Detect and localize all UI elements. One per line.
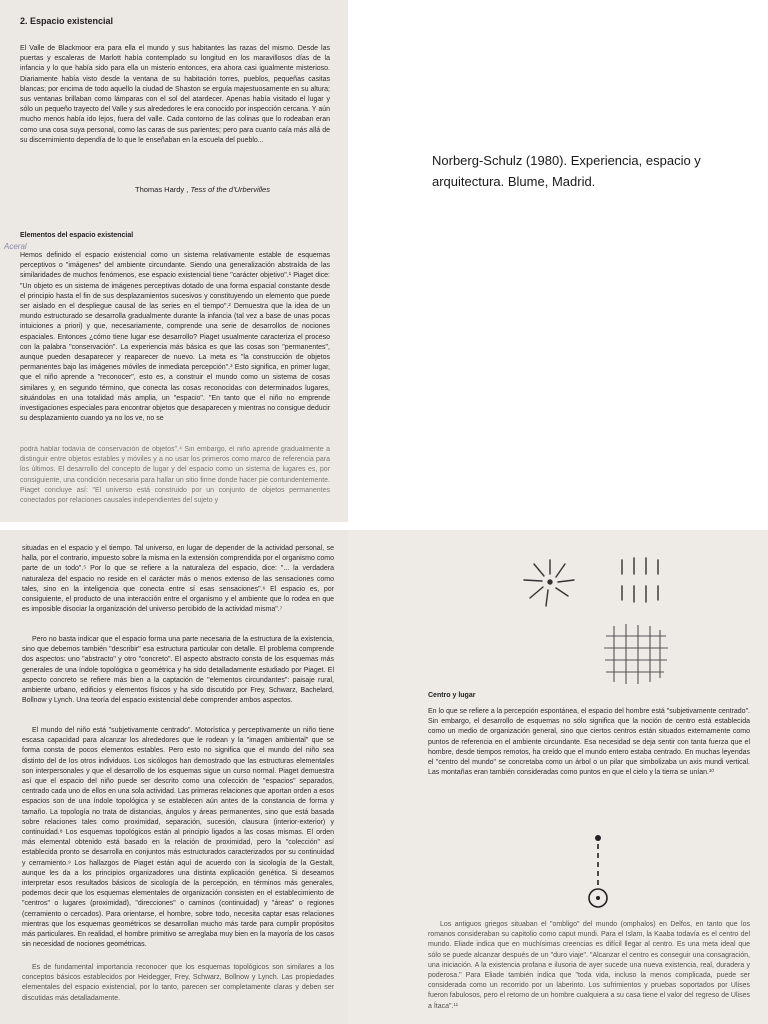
subsection-title: Elementos del espacio existencial	[20, 232, 134, 239]
margin-note: Aceral	[4, 242, 27, 251]
ray	[556, 588, 568, 596]
ray	[524, 580, 542, 581]
top-book-page	[0, 0, 348, 522]
body-text-faded: podrá hablar todavía de conservación de objetos".⁴ Sin embargo, el niño aprende gradualmente a distinguir entre objetos estables y móviles y a no usar los primeros como marco de referencia para los últimos. El desarrollo del concepto de lugar y del espacio como un sistema de lugares es, por consiguiente, una condición necesaria para hallar un sitio firme donde hacer pie contundentemente. Piaget concluye así: "El universo está construido por un conjunto de objetos permanentes conectados por relaciones causales independientes del sujeto y	[20, 446, 330, 505]
citation-text: Norberg-Schulz (1980). Experiencia, espacio y arquitectura. Blume, Madrid.	[432, 153, 701, 189]
circle-center-dot	[596, 896, 600, 900]
body-text-main: Hemos definido el espacio existencial como un sistema relativamente estable de esquemas perceptivos o "imágenes" del ambiente circundante. Siendo una generalización abstraída de las similaridades de muchos fenómenos, ese espacio existencial tiene "carácter objetivo".¹ Piaget dice: "Un objeto es un sistema de imágenes perceptivas dotado de una forma espacial constante desde el principio hasta el fin de sus desplazamientos sucesivos y constituyendo un elemento que puede ser aislado en el despliegue causal de las series en el tiempo".² Demuestra que la idea de un mundo estructurado se desarrolla gradualmente durante la infancia (tal vez a base de unas pocas intuiciones a priori) y que, necesariamente, comprende una serie de desarrollos de nociones espaciales. Entonces ¿cómo tiene lugar ese desarrollo? Piaget usualmente caracteriza el proceso con la palabra "conservación". La experiencia más básica es que las cosas son "permanentes", aunque pueden desaparecer y reaparecer de nuevo. La meta es "la construcción de objetos permanentes bajo las imágenes móviles de inmediata percepción".³ Esto significa, en primer lugar, que el niño aprende a "reconocer", esto es, a construir el mundo como un sistema de cosas similares y, en segundo término, que conecta las cosas reconocidas con determinados lugares, situándolas en una totalidad más amplia, un "espacio". "En tanto que el niño no emprende investigaciones especiales para encontrar objetos que desaparecen y mientras no consigue deducir su desplazamiento cuando ya no los ve, no se	[20, 252, 330, 423]
bottom-left-book-page	[0, 530, 348, 1024]
figure-grid-domain	[600, 622, 672, 688]
body-text-2: Pero no basta indicar que el espacio forma una parte necesaria de la estructura de la existencia, sino que debemos también "describir" esa estructura particular con detalle. El problema comprende dos aspectos: uno "abstracto" y otro "concreto". El aspecto abstracto consta de los esquemas más generales de una índole topológica o geométrica y ha sido detalladamente estudiado por Piaget. El aspecto concreto se refiere más bien a la captación de "elementos circundantes": paisaje rural, ambiente urbano, edificios y elementos físicos y ha sido discutido por Frey, Schwarz, Bachelard, Bollnow y Lynch. Una teoría del espacio existencial debe comprender ambos aspectos.	[22, 636, 334, 705]
section-title: 2. Espacio existencial	[20, 16, 114, 26]
ray	[534, 564, 544, 576]
figure-center-and-paths	[510, 550, 670, 620]
subsection-title: Centro y lugar	[428, 692, 476, 699]
ray	[556, 564, 565, 577]
figure-goal-axis	[578, 832, 618, 912]
body-text-4: Es de fundamental importancia reconocer que los esquemas topológicos son similares a los conceptos básicos establecidos por Heidegger, Frey, Schwarz, Bollnow y Lynch. Las propiedades elementales del espacio existencial, por lo tanto, parecen ser completamente claras y deben ser discutidas más detalladamente.	[22, 964, 334, 1002]
bottom-right-book-page	[348, 530, 768, 1024]
ray	[558, 580, 574, 582]
body-text-3: El mundo del niño está "subjetivamente centrado". Motorística y perceptivamente un niño tiene escasa capacidad para alcanzar los alrededores que le rodean y la "imagen ambiental" que se forma consta de pocos elementos estables. Pero esto no significa que el mundo del niño sea distinto del de los otros individuos. Los sicólogos han demostrado que las estructuras elementales son interpersonales y que el desarrollo de los esquemas sigue un curso normal. Piaget demuestra así que el espacio del niño puede ser descrito como una colección de "espacios" separados, centrado cada uno de ellos en una sola actividad. Las primeras relaciones que aportan orden a esos espacios son de una índole topológica y se establecen aún antes de la constancia de forma y tamaño. La topología no trata de distancias, ángulos y áreas permanentes, sino que está basada sobre relaciones tales como proximidad, separación, sucesión, clausura (interior-exterior) y continuidad.⁸ Los esquemas topológicos están al principio ligados a las cosas mismas. El orden más elemental obtenido está basado en la relación de proximidad, pero la "colección" así establecida pronto se desarrolla en conjuntos más estructurados caracterizados por su continuidad y cerramiento.⁹ Los hallazgos de Piaget están aquí de acuerdo con la sicología de la Gestalt, aunque les da a los principios organizadores una distinta explicación genética. Si deseamos interpretar esos resultados básicos de sicología de la percepción, en términos más generales, podemos decir que los esquemas elementales de organización consisten en el establecimiento de "centros" o lugares (proximidad), "direcciones" o caminos (continuidad) y "áreas" o regiones (cerramiento o cercados). Para orientarse, el hombre, sobre todo, necesita captar esas relaciones mientras que los esquemas geométricos se desarrollan mucho más tarde para cumplir propósitos más particulares. En realidad, el hombre primitivo se arreglaba muy bien en la mayoría de los casos sin necesidad de nociones geométricas.	[22, 727, 334, 949]
ray	[530, 587, 543, 598]
goal-point	[595, 835, 601, 841]
body-text-1: situadas en el espacio y el tiempo. Tal universo, en lugar de depender de la actividad personal, se halla, por el contrario, impuesto sobre la misma en la extensión comprendida por el organismo como parte de un todo".⁵ Por lo que se refiere a la naturaleza del espacio, dice: "... la verdadera naturaleza del espacio no reside en el carácter más o menos extenso de las sensaciones como tales, sino en la inteligencia que conecta entre sí esas sensaciones".⁶ El espacio es, por consiguiente, el producto de una interacción entre el organismo y el ambiente que lo rodea en que es imposible disociar la organización del universo percibido de la actividad misma".⁷	[22, 545, 334, 614]
epigraph-attribution: Thomas Hardy , Tess of the d'Urbervilles	[135, 185, 270, 194]
epigraph-text: El Valle de Blackmoor era para ella el mundo y sus habitantes las razas del mismo. Desde las puertas y escaleras de Marlott había contemplado su longitud en los maravillosos días de la infancia y lo que había sido para ella un misterio entonces, era ahora casi igualmente misterioso. Diariamente había visto desde la ventana de su habitación torres, pueblos, pequeñas casitas blancas; por encima de todo aquello la ciudad de Shaston se erguía majestuosamente en su altura; sus ventanas brillaban como lámparas con el sol del atardecer. Apenas había visitado el lugar y sólo un pequeño trayecto del Valle y sus alrededores le era conocido por inspección cercana. Y aún mucho menos había ido lejos, fuera del valle. Cada contorno de las colinas que lo rodeaban eran como una cosa suya personal, como las caras de sus parientes; pero para cuanto caía más allá de su discernimiento dependía de lo que le enseñaban en la escuela del pueblo...	[20, 45, 330, 144]
center-point	[548, 580, 552, 584]
body-text-1: En lo que se refiere a la percepción espontánea, el espacio del hombre está "subjetivamente centrado". Sin embargo, el desarrollo de esquemas no sólo significa que la noción de centro está establecida como un medio de organización general, sino que ciertos centros están situados externamente como puntos de referencia en el ambiente circundante. Esa necesidad se deja sentir con tanta fuerza que el hombre, desde tiempos remotos, ha creído que el mundo entero estaba centrado. En muchas leyendas el "centro del mundo" se concretaba como un árbol o un pilar que simbolizaba un axis mundi vertical. Las montañas eran también consideradas como puntos en que el cielo y la tierra se unían.¹⁰	[428, 708, 750, 777]
body-text-2: Los antiguos griegos situaban el "ombligo" del mundo (omphalos) en Delfos, en tanto que los romanos consideraban su capitolio como caput mundi. Para el Islam, la Kaaba todavía es el centro del mundo. Eliade indica que en muchísimas creencias es difícil llegar al centro. Es una meta ideal que sólo se puede alcanzar después de un "duro viaje". "Alcanzar el centro es conseguir una consagración, una iniciación. A la existencia profana e ilusoria de ayer sucede una nueva existencia, real, duradera y poderosa." Para Eliade también indica que "toda vida, incluso la menos complicada, puede ser considerada como un recorrido por un laberinto. Los sufrimientos y pruebas soportados por Ulises fueron fabulosos, pero el retorno de un hombre cualquiera a su casa tiene el valor del regreso de Ulises a Ítaca".¹¹	[428, 921, 750, 1010]
ray	[546, 590, 548, 606]
